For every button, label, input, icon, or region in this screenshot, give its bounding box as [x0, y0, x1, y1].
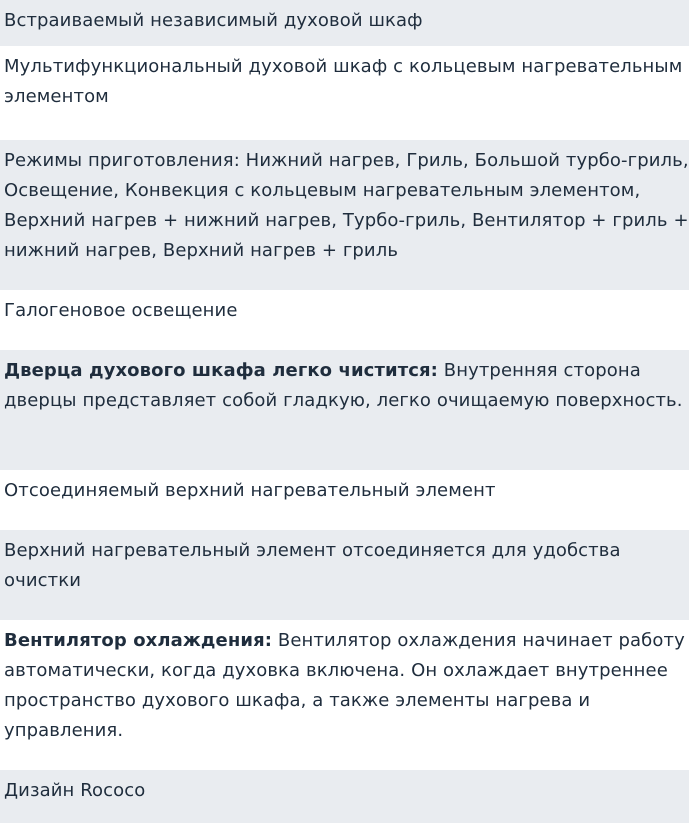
feature-text: Режимы приготовления: Нижний нагрев, Гриль, Большой турбо-гриль, Освещение, Конвекция с кольцевым нагревательным элементом, Верхний нагрев + нижний нагрев, Турбо-гриль, Вентилятор + гриль + нижний нагрев, Верхний нагрев + гриль [4, 150, 689, 261]
feature-heading: Дверца духового шкафа легко чистится: [4, 360, 438, 381]
feature-item-halogen-light [0, 290, 689, 350]
feature-heading: Вентилятор охлаждения: [4, 630, 273, 651]
feature-text: Дизайн Rococo [4, 780, 146, 801]
feature-item-heater-cleaning [0, 530, 689, 620]
feature-text: Внутренняя сторона дверцы представляет собой гладкую, легко очищаемую поверхность. [4, 360, 683, 411]
feature-item-cooking-modes [0, 140, 689, 290]
feature-text: Верхний нагревательный элемент отсоединяется для удобства очистки [4, 540, 621, 591]
feature-item-detachable-heater [0, 470, 689, 530]
feature-item-rococo-design [0, 770, 689, 823]
feature-text: Встраиваемый независимый духовой шкаф [4, 10, 423, 31]
feature-text: Галогеновое освещение [4, 300, 238, 321]
feature-item-built-in-oven [0, 0, 689, 46]
feature-text: Мультифункциональный духовой шкаф с кольцевым нагревательным элементом [4, 56, 683, 107]
feature-item-easy-clean-door [0, 350, 689, 470]
feature-text: Отсоединяемый верхний нагревательный элемент [4, 480, 496, 501]
feature-text: Вентилятор охлаждения начинает работу автоматически, когда духовка включена. Он охлаждает внутреннее пространство духового шкафа, а также элементы нагрева и управления. [4, 630, 685, 741]
feature-item-cooling-fan [0, 620, 689, 770]
feature-item-multifunction [0, 46, 689, 140]
